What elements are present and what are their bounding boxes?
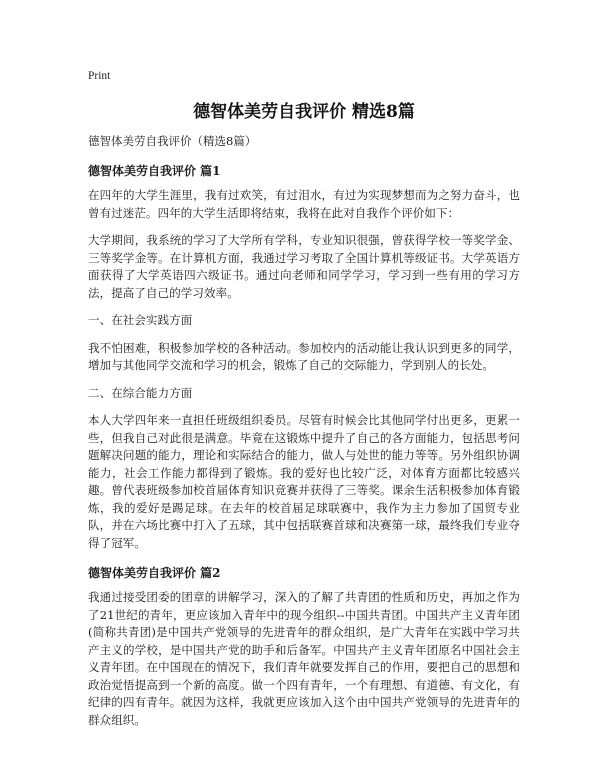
paragraph: 本人大学四年来一直担任班级组织委员。尽管有时候会比其他同学付出更多，更累一些，但我自己对此很是满意。毕竟在这锻炼中提升了自己的各方面能力，包括思考问题解决问题的能力，理论和实际结合的能力，做人与处世的能力等等。另外组织协调能力，社会工作能力都得到了锻炼。我的爱好也比较广泛，对体育方面都比较感兴趣。曾代表班级参加校首届体育知识竞赛并获得了三等奖。课余生活积极参加体育锻炼，我的爱好是踢足球。在去年的校首届足球联赛中，我作为主力参加了国贸专业队，并在六场比赛中打入了五球，其中包括联赛首球和决赛第一球，最终我们专业夺得了冠军。 — [88, 413, 520, 550]
page-title: 德智体美劳自我评价 精选8篇 — [193, 102, 415, 122]
paragraph: 在四年的大学生涯里，我有过欢笑，有过泪水，有过为实现梦想而为之努力奋斗，也曾有过迷茫。四年的大学生活即将结束，我将在此对自我作个评价如下： — [88, 188, 520, 220]
document-page — [88, 68, 520, 729]
paragraph: 我不怕困难，积极参加学校的各种活动。参加校内的活动能让我认识到更多的同学，增加与其他同学交流和学习的机会，锻炼了自己的交际能力，学到别人的长处。 — [88, 340, 520, 372]
subsection-heading: 二、在综合能力方面 — [88, 385, 193, 400]
paragraph: 大学期间，我系统的学习了大学所有学科，专业知识很强，曾获得学校一等奖学金、三等奖学金等。在计算机方面，我通过学习考取了全国计算机等级证书。大学英语方面获得了大学英语四六级证书。通过向老师和同学学习，学习到一些有用的学习方法，提高了自己的学习效率。 — [88, 233, 520, 300]
section-heading: 德智体美劳自我评价 篇1 — [88, 164, 221, 178]
document-subtitle: 德智体美劳自我评价（精选8篇） — [88, 134, 257, 148]
print-link[interactable]: Print — [88, 70, 111, 82]
paragraph: 我通过接受团委的团章的讲解学习，深入的了解了共青团的性质和历史，再加之作为了21世纪的青年，更应该加入青年中的现今组织--中国共青团。中国共产主义青年团(简称共青团)是中国共产党领导的先进青年的群众组织，是广大青年在实践中学习共产主义的学校，是中国共产党的助手和后备军。中国共产主义青年团原名中国社会主义青年团。在中国现在的情况下，我们青年就要发挥自己的作用，要把自己的思想和政治觉悟提高到一个新的高度。做一个四有青年，一个有理想、有道德、有文化，有纪律的四有青年。就因为这样，我就更应该加入这个由中国共产党领导的先进青年的群众组织。 — [88, 590, 520, 727]
section-1 — [88, 162, 520, 552]
subsection-heading: 一、在社会实践方面 — [88, 313, 193, 327]
section-heading: 德智体美劳自我评价 篇2 — [88, 566, 221, 580]
section-2 — [88, 564, 520, 729]
